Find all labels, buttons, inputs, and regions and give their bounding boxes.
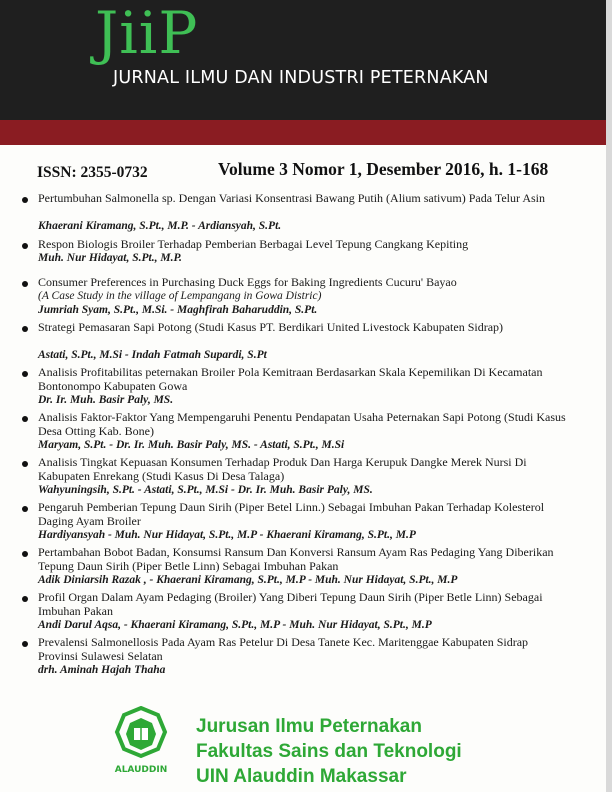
article-authors: Dr. Ir. Muh. Basir Paly, MS. — [38, 394, 174, 406]
article-authors: drh. Aminah Hajah Thaha — [38, 664, 166, 676]
bullet-icon — [22, 506, 28, 512]
bullet-icon — [22, 326, 28, 332]
bullet-icon — [22, 641, 28, 647]
article-title: Analisis Tingkat Kepuasan Konsumen Terhadap Produk Dan Harga Kerupuk Dangke Merek Nursi Di Kabupaten Enrekang (Studi Kasus Di Desa Talaga) — [38, 455, 527, 483]
page-edge — [606, 0, 612, 792]
logo-label: ALAUDDIN — [114, 765, 168, 775]
article-title: Pengaruh Pemberian Tepung Daun Sirih (Piper Betel Linn.) Sebagai Imbuhan Pakan Terhadap Kolesterol Daging Ayam Broiler — [38, 500, 545, 528]
footer-department: Jurusan Ilmu Peternakan — [196, 716, 422, 737]
article-authors: Andi Darul Aqsa, - Khaerani Kiramang, S.Pt., M.P - Muh. Nur Hidayat, S.Pt., M.P — [38, 619, 432, 631]
bullet-icon — [22, 197, 28, 203]
volume-info: Volume 3 Nomor 1, Desember 2016, h. 1-168 — [218, 159, 549, 179]
cover-header — [0, 0, 612, 120]
article-subtitle: (A Case Study in the village of Lempangang in Gowa Distric) — [38, 290, 322, 302]
article-title: Pertambahan Bobot Badan, Konsumsi Ransum Dan Konversi Ransum Ayam Ras Pedaging Yang Diberikan Tepung Daun Sirih (Piper Betle Linn) Sebagai Imbuhan Pakan — [38, 545, 554, 573]
article-title: Consumer Preferences in Purchasing Duck Eggs for Baking Ingredients Cucuru' Bayao — [38, 275, 457, 289]
article-title: Analisis Profitabilitas peternakan Broiler Pola Kemitraan Berdasarkan Skala Kepemilikan Di Kecamatan Bontonompo Kabupaten Gowa — [38, 365, 543, 393]
article-authors: Muh. Nur Hidayat, S.Pt., M.P. — [38, 252, 182, 264]
bullet-icon — [22, 461, 28, 467]
article-authors: Khaerani Kiramang, S.Pt., M.P. - Ardiansyah, S.Pt. — [38, 220, 282, 232]
article-title: Prevalensi Salmonellosis Pada Ayam Ras Petelur Di Desa Tanete Kec. Maritenggae Kabupaten Sidrap Provinsi Sulawesi Selatan — [38, 635, 529, 663]
article-authors: Jumriah Syam, S.Pt., M.Si. - Maghfirah Baharuddin, S.Pt. — [38, 304, 318, 316]
bullet-icon — [22, 551, 28, 557]
article-authors: Wahyuningsih, S.Pt. - Astati, S.Pt., M.Si - Dr. Ir. Muh. Basir Paly, MS. — [38, 484, 373, 496]
bullet-icon — [22, 416, 28, 422]
footer-university: UIN Alauddin Makassar — [196, 766, 407, 787]
article-title: Pertumbuhan Salmonella sp. Dengan Variasi Konsentrasi Bawang Putih (Alium sativum) Pada Telur Asin — [38, 191, 545, 205]
bullet-icon — [22, 371, 28, 377]
footer-faculty: Fakultas Sains dan Teknologi — [196, 741, 462, 762]
article-authors: Astati, S.Pt., M.Si - Indah Fatmah Supardi, S.Pt — [38, 349, 267, 361]
bullet-icon — [22, 596, 28, 602]
university-logo — [112, 706, 170, 792]
journal-name: JURNAL ILMU DAN INDUSTRI PETERNAKAN — [113, 68, 489, 88]
issn: ISSN: 2355-0732 — [37, 164, 148, 181]
article-authors: Maryam, S.Pt. - Dr. Ir. Muh. Basir Paly, MS. - Astati, S.Pt., M.Si — [38, 439, 345, 451]
article-title: Profil Organ Dalam Ayam Pedaging (Broiler) Yang Diberi Tepung Daun Sirih (Piper Betle Linn) Sebagai Imbuhan Pakan — [38, 590, 543, 618]
article-authors: Hardiyansyah - Muh. Nur Hidayat, S.Pt., M.P - Khaerani Kiramang, S.Pt., M.P — [38, 529, 416, 541]
bullet-icon — [22, 281, 28, 287]
article-title: Strategi Pemasaran Sapi Potong (Studi Kasus PT. Berdikari United Livestock Kabupaten Sidrap) — [38, 320, 504, 334]
article-title: Analisis Faktor-Faktor Yang Mempengaruhi Penentu Pendapatan Usaha Peternakan Sapi Potong (Studi Kasus Desa Otting Kab. Bone) — [38, 410, 566, 438]
bullet-icon — [22, 243, 28, 249]
article-title: Respon Biologis Broiler Terhadap Pemberian Berbagai Level Tepung Cangkang Kepiting — [38, 237, 469, 251]
header-band — [0, 120, 612, 145]
article-authors: Adik Diniarsih Razak , - Khaerani Kiramang, S.Pt., M.P - Muh. Nur Hidayat, S.Pt., M.P — [38, 574, 458, 586]
journal-logo: JiiP — [95, 0, 199, 67]
